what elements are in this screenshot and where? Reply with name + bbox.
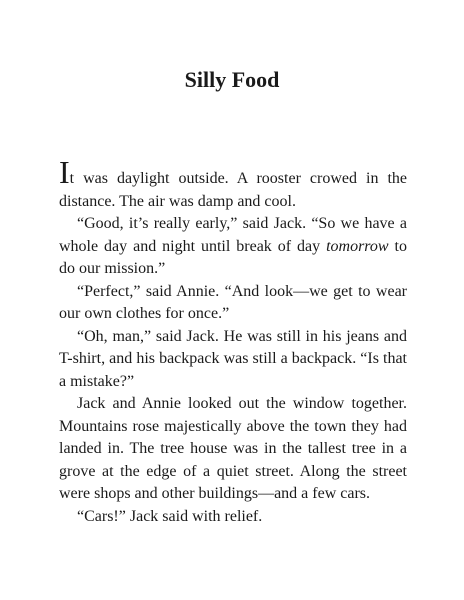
chapter-title: Silly Food [184, 67, 280, 92]
paragraph-2-text-before: “Good, it’s really early,” said Jack. “So we have a whole day and night until break of day [59, 215, 407, 255]
paragraph-3: “Perfect,” said Annie. “And look—we get to wear our own clothes for once.” [59, 282, 407, 322]
paragraph-1-text: t was daylight outside. A rooster crowed in the distance. The air was damp and cool. [59, 170, 407, 210]
paragraph-4: “Oh, man,” said Jack. He was still in his jeans and T-shirt, and his backpack was still a backpack. “Is that a mistake?” [59, 327, 407, 390]
chapter-body [59, 154, 407, 528]
drop-cap: I [59, 154, 70, 190]
paragraph-5: Jack and Annie looked out the window together. Mountains rose majestically above the town they had landed in. The tree house was in the tallest tree in a grove at the edge of a quiet street. Along the street were shops and other buildings—and a few cars. [59, 395, 407, 502]
paragraph-6: “Cars!” Jack said with relief. [77, 507, 263, 525]
paragraph-2-emphasis: tomorrow [326, 237, 389, 255]
paragraph-1 [59, 154, 407, 213]
paragraph-2 [59, 213, 407, 281]
paragraph-2-text-after: to do our mission.” [59, 237, 407, 277]
